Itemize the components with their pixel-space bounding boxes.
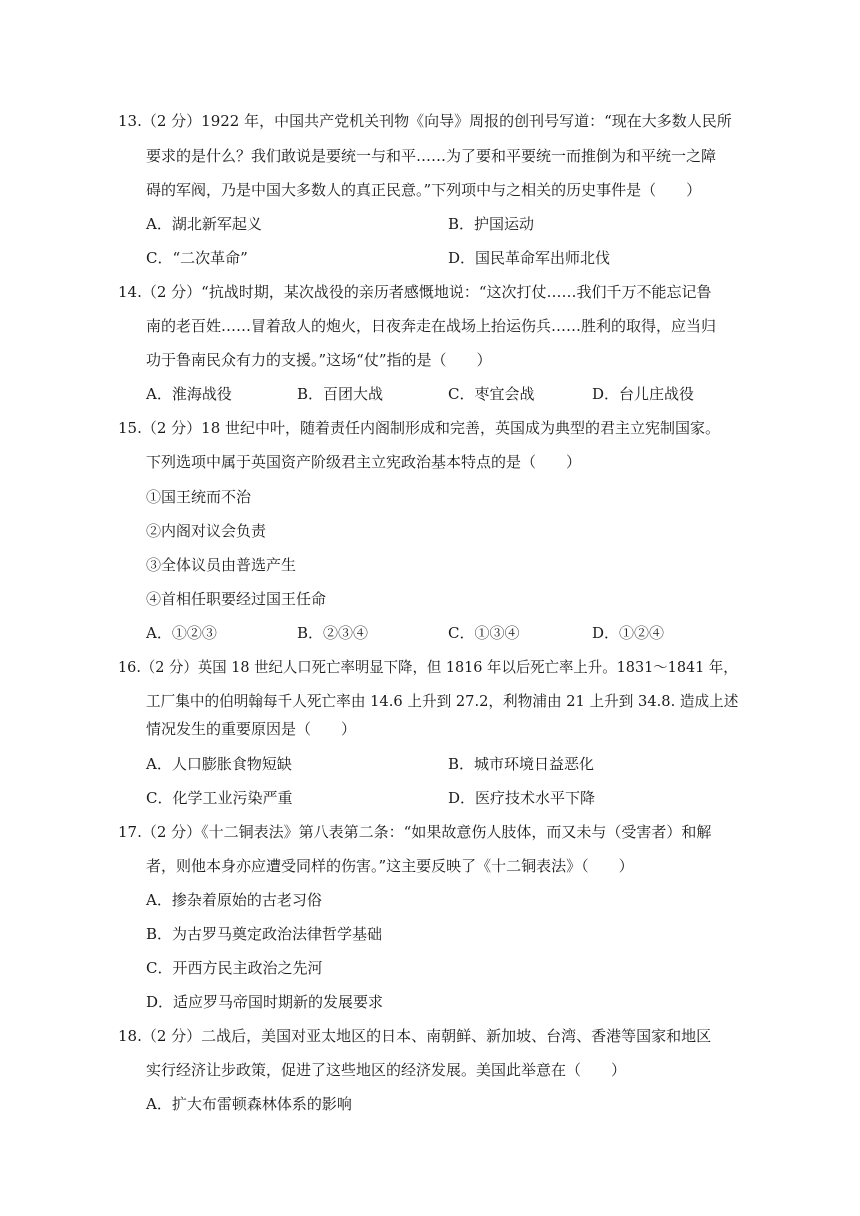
q17-option-d: D．适应罗马帝国时期新的发展要求 [146, 993, 384, 1011]
q18-stem-line-2: 实行经济让步政策，促进了这些地区的经济发展。美国此举意在（ ） [146, 1061, 627, 1079]
q15-stem-line-1: 15.（2 分）18 世纪中叶，随着责任内阁制形成和完善，英国成为典型的君主立宪制国家。 [118, 419, 721, 437]
q14-option-d: D．台儿庄战役 [592, 385, 695, 403]
q13-option-c: C．“二次革命” [146, 249, 248, 267]
q15-option-b: B．②③④ [297, 624, 369, 642]
q15-statement-4: ④首相任职要经过国王任命 [146, 590, 327, 608]
q13-stem-line-1: 13.（2 分）1922 年，中国共产党机关刊物《向导》周报的创刊号写道：“现在大多数人民所 [118, 112, 732, 130]
q15-statement-3: ③全体议员由普选产生 [146, 556, 297, 574]
q14-stem-line-3: 功于鲁南民众有力的支援。”这场“仗”指的是（ ） [146, 351, 492, 369]
q17-option-a: A．掺杂着原始的古老习俗 [146, 891, 322, 909]
q13-stem-line-2: 要求的是什么？我们敢说是要统一与和平……为了要和平要统一而推倒为和平统一之障 [146, 147, 717, 165]
q15-option-a: A．①②③ [146, 624, 217, 642]
q14-stem-line-1: 14.（2 分）“抗战时期，某次战役的亲历者感慨地说：“这次打仗……我们千万不能忘记鲁 [118, 283, 712, 301]
q15-option-c: C．①③④ [448, 624, 520, 642]
q18-option-a: A．扩大布雷顿森林体系的影响 [146, 1095, 352, 1113]
q17-option-c: C．开西方民主政治之先河 [146, 959, 323, 977]
q14-option-b: B．百团大战 [297, 385, 384, 403]
q16-stem-line-1: 16.（2 分）英国 18 世纪人口死亡率明显下降，但 1816 年以后死亡率上升。1831～1841 年， [118, 658, 738, 676]
q13-option-b: B．护国运动 [448, 215, 535, 233]
q17-stem-line-1: 17.（2 分）《十二铜表法》第八表第二条：“如果故意伤人肢体，而又未与（受害者）和解 [118, 823, 712, 841]
q16-option-b: B．城市环境日益恶化 [448, 755, 595, 773]
q15-statement-1: ①国王统而不治 [146, 488, 252, 506]
q16-option-d: D．医疗技术水平下降 [448, 789, 596, 807]
q14-option-c: C．枣宜会战 [448, 385, 535, 403]
q13-option-a: A．湖北新军起义 [146, 215, 262, 233]
q13-option-d: D．国民革命军出师北伐 [448, 249, 611, 267]
q17-stem-line-2: 者，则他本身亦应遭受同样的伤害。”这主要反映了《十二铜表法》（ ） [146, 857, 634, 875]
q15-stem-line-2: 下列选项中属于英国资产阶级君主立宪政治基本特点的是（ ） [146, 453, 582, 471]
q18-stem-line-1: 18.（2 分）二战后，美国对亚太地区的日本、南朝鲜、新加坡、台湾、香港等国家和地区 [118, 1027, 712, 1045]
q15-option-d: D．①②④ [592, 624, 665, 642]
q13-stem-line-3: 碍的军阀，乃是中国大多数人的真正民意。”下列项中与之相关的历史事件是（ ） [146, 181, 702, 199]
q16-stem-line-3: 情况发生的重要原因是（ ） [146, 720, 357, 738]
q17-option-b: B．为古罗马奠定政治法律哲学基础 [146, 925, 383, 943]
q14-option-a: A．淮海战役 [146, 385, 232, 403]
q15-statement-2: ②内阁对议会负责 [146, 522, 267, 540]
q16-option-c: C．化学工业污染严重 [146, 789, 293, 807]
q16-stem-line-2: 工厂集中的伯明翰每千人死亡率由 14.6 上升到 27.2，利物浦由 21 上升到 34.8. 造成上述 [146, 692, 739, 710]
q14-stem-line-2: 南的老百姓……冒着敌人的炮火，日夜奔走在战场上抬运伤兵……胜利的取得，应当归 [146, 317, 717, 335]
q16-option-a: A．人口膨胀食物短缺 [146, 755, 292, 773]
